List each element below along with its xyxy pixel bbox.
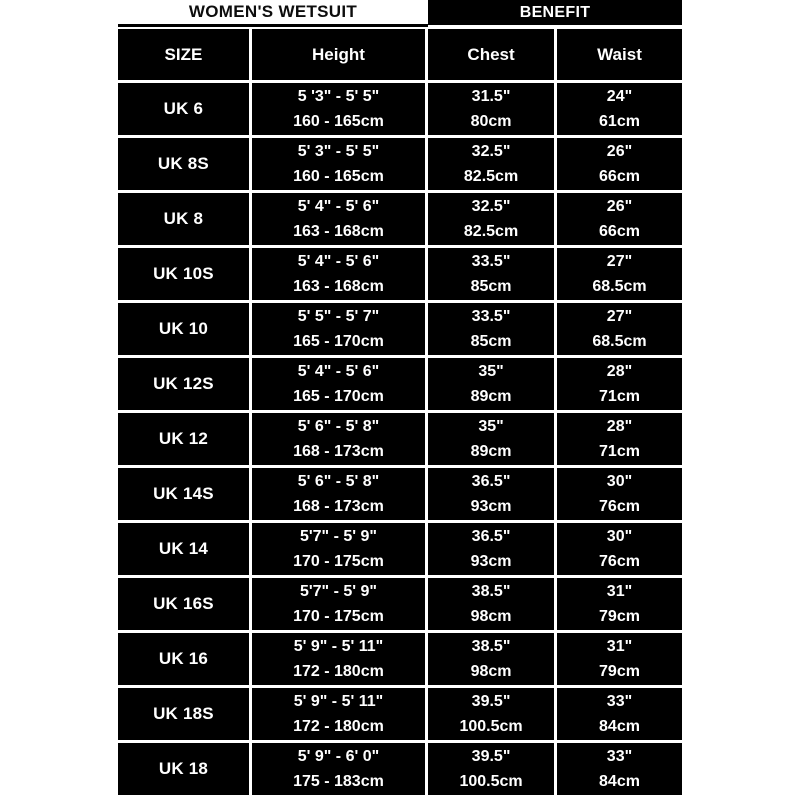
waist-cell-line: 76cm [599,553,640,570]
height-cell [252,523,425,575]
chest-cell-line: 98cm [470,663,512,680]
chest-cell-line: 38.5" [471,583,511,600]
chest-cell-line: 35" [478,418,504,435]
chest-cell [428,358,554,410]
waist-cell [557,303,682,355]
height-cell-line: 5' 6" - 5' 8" [297,418,380,435]
chest-cell [428,138,554,190]
chest-cell [428,523,554,575]
chest-cell [428,83,554,135]
size-cell: UK 6 [118,83,249,135]
chest-cell-line: 89cm [470,388,512,405]
table-row [118,358,682,410]
waist-cell-line: 31" [606,638,633,655]
size-chart [118,0,682,795]
height-cell [252,413,425,465]
waist-cell-line: 28" [606,363,633,380]
column-header-row [118,29,682,80]
table-row [118,248,682,300]
waist-cell-line: 84cm [599,718,640,735]
size-cell: UK 14S [118,468,249,520]
chest-cell-line: 85cm [470,278,512,295]
waist-cell-line: 27" [606,308,633,325]
chest-cell-line: 33.5" [471,253,511,270]
column-header-waist: Waist [557,29,682,80]
waist-cell-line: 66cm [599,168,640,185]
table-row [118,83,682,135]
waist-cell [557,743,682,795]
chest-cell [428,413,554,465]
chest-cell-line: 100.5cm [459,773,523,790]
height-cell-line: 5 '3" - 5' 5" [297,88,380,105]
chest-cell [428,468,554,520]
waist-cell [557,358,682,410]
table-row [118,468,682,520]
waist-cell-line: 27" [606,253,633,270]
waist-cell [557,523,682,575]
waist-cell [557,413,682,465]
chest-cell-line: 36.5" [471,528,511,545]
waist-cell-line: 61cm [599,113,640,130]
chest-cell-line: 39.5" [471,748,511,765]
chest-cell [428,303,554,355]
height-cell [252,83,425,135]
waist-cell-line: 24" [606,88,633,105]
size-cell: UK 16 [118,633,249,685]
size-cell: UK 8S [118,138,249,190]
waist-cell-line: 76cm [599,498,640,515]
size-cell: UK 12S [118,358,249,410]
size-cell: UK 10 [118,303,249,355]
chart-header-band [118,0,682,27]
waist-cell-line: 79cm [599,663,640,680]
table-body [118,83,682,795]
height-cell [252,578,425,630]
height-cell-line: 160 - 165cm [293,168,384,185]
height-cell [252,193,425,245]
chest-cell [428,578,554,630]
height-cell-line: 163 - 168cm [293,223,384,240]
size-cell: UK 16S [118,578,249,630]
waist-cell-line: 30" [606,528,633,545]
waist-cell-line: 79cm [599,608,640,625]
height-cell-line: 5' 4" - 5' 6" [297,363,380,380]
waist-cell-line: 33" [606,693,633,710]
height-cell-line: 168 - 173cm [293,443,384,460]
chest-cell-line: 35" [478,363,504,380]
height-cell-line: 5' 5" - 5' 7" [297,308,380,325]
size-cell: UK 18 [118,743,249,795]
size-cell: UK 8 [118,193,249,245]
chest-cell-line: 33.5" [471,308,511,325]
height-cell-line: 5' 4" - 5' 6" [297,253,380,270]
table-row [118,523,682,575]
chest-cell-line: 82.5cm [463,168,519,185]
height-cell [252,358,425,410]
waist-cell [557,468,682,520]
chest-cell-line: 100.5cm [459,718,523,735]
table-row [118,688,682,740]
chest-cell [428,248,554,300]
chest-cell [428,688,554,740]
height-cell-line: 160 - 165cm [293,113,384,130]
height-cell-line: 165 - 170cm [293,333,384,350]
height-cell [252,248,425,300]
chest-cell-line: 39.5" [471,693,511,710]
column-header-size: SIZE [118,29,249,80]
size-cell: UK 18S [118,688,249,740]
chest-cell-line: 31.5" [471,88,511,105]
waist-cell-line: 26" [606,198,633,215]
height-cell-line: 5' 9" - 5' 11" [293,638,384,655]
waist-cell [557,688,682,740]
table-row [118,633,682,685]
height-cell-line: 5' 9" - 6' 0" [297,748,380,765]
chest-cell-line: 89cm [470,443,512,460]
size-cell: UK 10S [118,248,249,300]
height-cell-line: 170 - 175cm [293,608,384,625]
column-header-height: Height [252,29,425,80]
chest-cell-line: 80cm [470,113,512,130]
height-cell-line: 5' 3" - 5' 5" [297,143,380,160]
benefit-label: BENEFIT [428,0,682,25]
size-cell: UK 14 [118,523,249,575]
height-cell [252,303,425,355]
height-cell [252,468,425,520]
chest-cell-line: 36.5" [471,473,511,490]
height-cell-line: 170 - 175cm [293,553,384,570]
column-header-chest: Chest [428,29,554,80]
chest-cell-line: 32.5" [471,143,511,160]
chest-cell-line: 82.5cm [463,223,519,240]
height-cell-line: 5'7" - 5' 9" [299,528,377,545]
chest-cell-line: 85cm [470,333,512,350]
waist-cell-line: 33" [606,748,633,765]
chest-cell [428,743,554,795]
table-row [118,413,682,465]
table-row [118,303,682,355]
height-cell-line: 5' 6" - 5' 8" [297,473,380,490]
table-row [118,138,682,190]
waist-cell [557,578,682,630]
height-cell-line: 172 - 180cm [293,663,384,680]
height-cell-line: 5' 9" - 5' 11" [293,693,384,710]
waist-cell-line: 68.5cm [592,333,647,350]
height-cell-line: 168 - 173cm [293,498,384,515]
size-cell: UK 12 [118,413,249,465]
chest-cell-line: 93cm [470,553,512,570]
waist-cell [557,633,682,685]
waist-cell-line: 84cm [599,773,640,790]
chest-cell-line: 93cm [470,498,512,515]
height-cell-line: 5'7" - 5' 9" [299,583,377,600]
waist-cell [557,83,682,135]
waist-cell-line: 30" [606,473,633,490]
height-cell-line: 175 - 183cm [293,773,384,790]
waist-cell-line: 26" [606,143,633,160]
table-row [118,578,682,630]
chart-title: WOMEN'S WETSUIT [118,0,428,27]
waist-cell-line: 71cm [599,443,640,460]
chest-cell-line: 98cm [470,608,512,625]
height-cell [252,743,425,795]
height-cell [252,633,425,685]
height-cell-line: 163 - 168cm [293,278,384,295]
height-cell [252,138,425,190]
height-cell-line: 172 - 180cm [293,718,384,735]
chest-cell [428,193,554,245]
waist-cell [557,248,682,300]
height-cell-line: 5' 4" - 5' 6" [297,198,380,215]
waist-cell-line: 66cm [599,223,640,240]
waist-cell-line: 31" [606,583,633,600]
chest-cell-line: 38.5" [471,638,511,655]
chest-cell [428,633,554,685]
table-row [118,193,682,245]
height-cell [252,688,425,740]
waist-cell-line: 71cm [599,388,640,405]
waist-cell [557,138,682,190]
height-cell-line: 165 - 170cm [293,388,384,405]
waist-cell [557,193,682,245]
waist-cell-line: 28" [606,418,633,435]
table-row [118,743,682,795]
chest-cell-line: 32.5" [471,198,511,215]
waist-cell-line: 68.5cm [592,278,647,295]
